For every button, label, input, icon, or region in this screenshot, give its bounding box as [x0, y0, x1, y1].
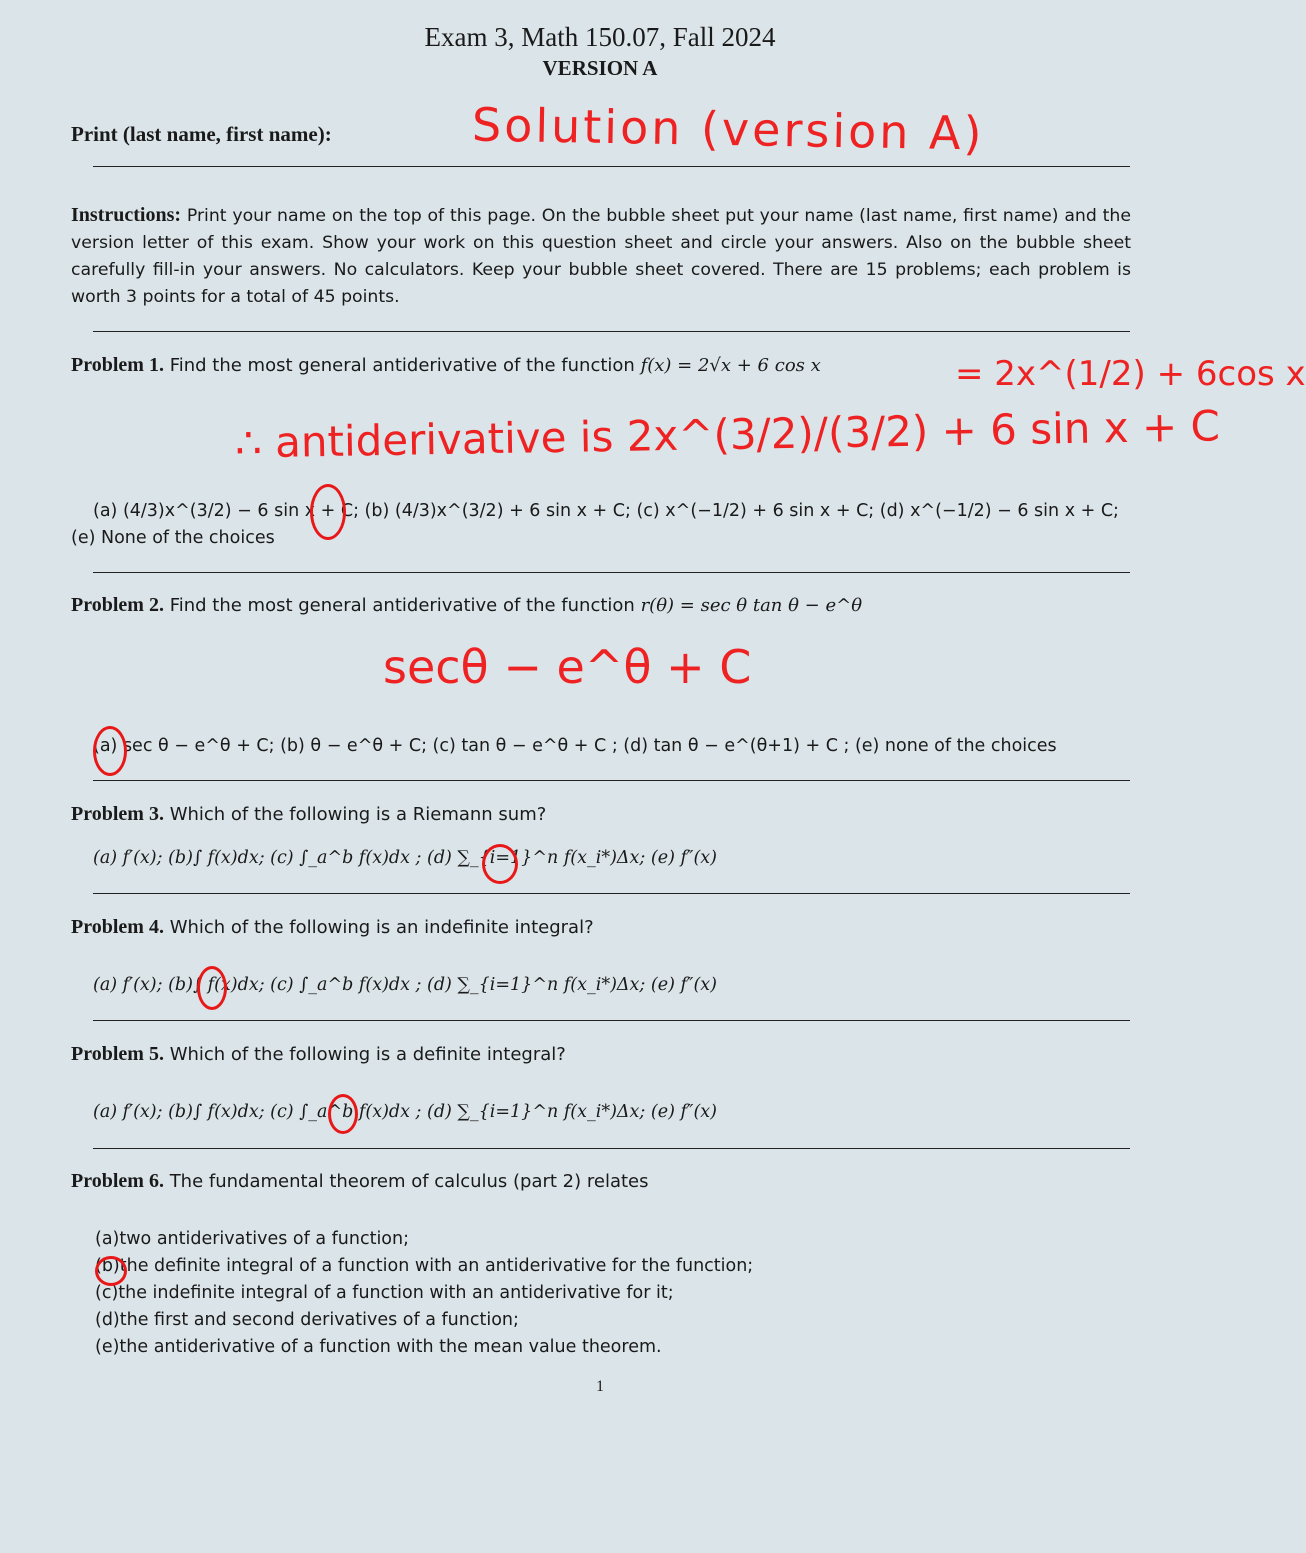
problem-4 — [71, 916, 594, 939]
handwritten-rewrite: = 2x^(1/2) + 6cos x — [955, 354, 1306, 394]
problem-2 — [71, 594, 862, 617]
problem-4-heading: Problem 4. — [71, 916, 164, 938]
answer-circle-4 — [197, 966, 227, 1010]
problem-6-question: The fundamental theorem of calculus (part 2) relates — [169, 1171, 649, 1192]
print-name-label: Print (last name, first name): — [71, 122, 332, 146]
instructions-label: Instructions: — [71, 204, 182, 226]
version-label: VERSION A — [542, 56, 658, 80]
choice-b: (b)the definite integral of a function with an antiderivative for the function; — [95, 1256, 754, 1276]
exam-title: Exam 3, Math 150.07, Fall 2024 — [424, 22, 776, 52]
problem-2-function: r(θ) = sec θ tan θ − e^θ — [640, 595, 863, 616]
handwritten-antiderivative: ∴ antiderivative is 2x^(3/2)/(3/2) + 6 sin x + C — [234, 401, 1221, 468]
instructions — [71, 202, 1131, 311]
page-number: 1 — [596, 1378, 604, 1395]
handwritten-answer-2: secθ − e^θ + C — [383, 640, 752, 694]
choice-c: (c)the indefinite integral of a function with an antiderivative for it; — [95, 1283, 674, 1303]
name-underline — [93, 166, 1130, 167]
answer-circle-5 — [328, 1094, 358, 1134]
problem-3-question: Which of the following is a Riemann sum? — [169, 804, 547, 825]
divider — [93, 1020, 1130, 1021]
handwritten-name: Solution (version A) — [471, 97, 985, 161]
choice-d: (d)the first and second derivatives of a function; — [95, 1310, 519, 1330]
problem-5 — [71, 1043, 566, 1066]
answer-circle-6 — [95, 1256, 127, 1286]
problem-6-choices — [95, 1226, 753, 1361]
problem-2-question: Find the most general antiderivative of the function — [169, 595, 635, 616]
divider — [93, 572, 1130, 573]
instructions-text: Print your name on the top of this page. On the bubble sheet put your name (last name, first name) and the version letter of this exam. Show your work on this question sheet and circle your answers. Also on the bubble sheet carefully fill-in your answers. No calculators. Keep your bubble sheet covered. There are 15 problems; each problem is worth 3 points for a total of 45 points. — [71, 206, 1131, 307]
problem-2-heading: Problem 2. — [71, 594, 164, 616]
problem-6 — [71, 1170, 649, 1193]
choice-e: (e)the antiderivative of a function with the mean value theorem. — [95, 1337, 662, 1357]
answer-circle-3 — [482, 844, 518, 884]
divider — [93, 331, 1130, 332]
problem-5-question: Which of the following is a definite integral? — [169, 1044, 566, 1065]
divider — [93, 1148, 1130, 1149]
problem-5-heading: Problem 5. — [71, 1043, 164, 1065]
problem-1-question: Find the most general antiderivative of the function — [169, 355, 635, 376]
problem-3-heading: Problem 3. — [71, 803, 164, 825]
problem-1-function: f(x) = 2√x + 6 cos x — [640, 355, 821, 376]
choice-a: (a)two antiderivatives of a function; — [95, 1229, 410, 1249]
answer-circle-2 — [93, 726, 127, 776]
problem-1-choices: (a) (4/3)x^(3/2) − 6 sin x + C; (b) (4/3)x^(3/2) + 6 sin x + C; (c) x^(−1/2) + 6 sin x + C; (d) x^(−1/2) − 6 sin x + C; (e) None of the choices — [71, 501, 1119, 548]
problem-3 — [71, 803, 546, 826]
answer-circle-1 — [310, 484, 346, 540]
problem-4-choices: (a) f′(x); (b)∫ f(x)dx; (c) ∫_a^b f(x)dx ; (d) ∑_{i=1}^n f(x_i*)Δx; (e) f″(x) — [93, 975, 717, 995]
problem-1 — [71, 354, 821, 377]
problem-5-choices: (a) f′(x); (b)∫ f(x)dx; (c) ∫_a^b f(x)dx ; (d) ∑_{i=1}^n f(x_i*)Δx; (e) f″(x) — [93, 1102, 717, 1122]
problem-2-choices: (a) sec θ − e^θ + C; (b) θ − e^θ + C; (c) tan θ − e^θ + C ; (d) tan θ − e^(θ+1) + C ; (e) none of the choices — [93, 736, 1057, 756]
divider — [93, 780, 1130, 781]
problem-4-question: Which of the following is an indefinite integral? — [169, 917, 594, 938]
divider — [93, 893, 1130, 894]
problem-1-heading: Problem 1. — [71, 354, 164, 376]
problem-3-choices: (a) f′(x); (b)∫ f(x)dx; (c) ∫_a^b f(x)dx ; (d) ∑_{i=1}^n f(x_i*)Δx; (e) f″(x) — [93, 848, 717, 868]
problem-6-heading: Problem 6. — [71, 1170, 164, 1192]
